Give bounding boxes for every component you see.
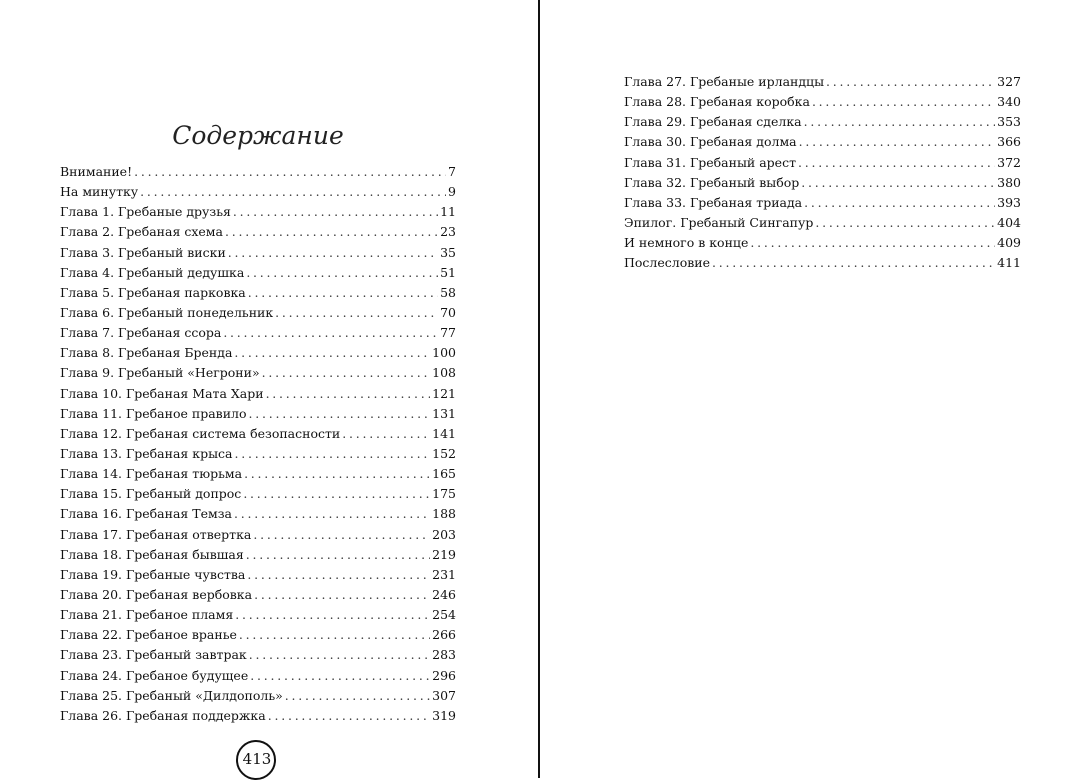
dot-leader [243, 484, 430, 504]
toc-entry-label: Глава 24. Гребаное будущее [60, 667, 249, 683]
dot-leader [246, 545, 430, 565]
toc-entry-label: Глава 8. Гребаная Бренда [60, 345, 233, 361]
toc-entry [60, 444, 456, 464]
toc-entry [624, 153, 1021, 173]
dot-leader [253, 525, 430, 545]
toc-entry-label: Глава 5. Гребаная парковка [60, 284, 246, 300]
toc-entry-label: Глава 19. Гребаные чувства [60, 566, 246, 582]
toc-entry-label: Глава 20. Гребаная вербовка [60, 586, 253, 602]
toc-entry-label: Глава 21. Гребаное пламя [60, 607, 234, 623]
toc-entry-label: Глава 28. Гребаная коробка [624, 94, 810, 110]
toc-entry [60, 585, 456, 605]
dot-leader [235, 444, 431, 464]
toc-entry [624, 213, 1021, 233]
toc-entry [60, 323, 456, 343]
toc-entry-label: На минутку [60, 184, 139, 200]
dot-leader [815, 213, 995, 233]
toc-entry-label: Глава 15. Гребаный допрос [60, 486, 242, 502]
toc-entry [60, 645, 456, 665]
toc-entry-page: 283 [432, 647, 456, 663]
toc-entry-page: 246 [432, 586, 456, 602]
toc-entry-label: Глава 17. Гребаная отвертка [60, 526, 252, 542]
toc-entry [624, 233, 1021, 253]
toc-entry-page: 340 [997, 94, 1021, 110]
toc-entry-label: Внимание! [60, 164, 133, 179]
toc-entry [624, 253, 1021, 273]
toc-entry [60, 605, 456, 625]
toc-entry [624, 112, 1021, 132]
toc-entry-page: 77 [440, 325, 456, 341]
dot-leader [228, 243, 438, 263]
dot-leader [140, 182, 446, 202]
toc-entry-page: 51 [440, 264, 456, 280]
toc-entry-page: 141 [432, 425, 456, 441]
dot-leader [712, 253, 995, 273]
toc-entry [60, 343, 456, 363]
toc-entry [60, 565, 456, 585]
toc-entry-page: 7 [448, 164, 456, 179]
toc-entry-page: 366 [997, 134, 1021, 150]
toc-entry-page: 307 [432, 687, 456, 703]
toc-entry [624, 132, 1021, 152]
toc-entry-page: 266 [432, 627, 456, 643]
dot-leader [250, 666, 430, 686]
toc-entry [60, 484, 456, 504]
dot-leader [804, 193, 995, 213]
toc-entry-page: 411 [997, 255, 1021, 271]
toc-entry-page: 131 [432, 405, 456, 421]
toc-entry [60, 625, 456, 645]
toc-entry [60, 243, 456, 263]
dot-leader [223, 323, 438, 343]
toc-entry-label: Глава 29. Гребаная сделка [624, 114, 802, 130]
dot-leader [268, 706, 430, 726]
toc-entry-page: 393 [997, 194, 1021, 210]
dot-leader [798, 153, 995, 173]
dot-leader [244, 464, 430, 484]
toc-entry [60, 706, 456, 726]
dot-leader [799, 132, 996, 152]
toc-entry-page: 121 [432, 385, 456, 401]
toc-entry-label: Глава 1. Гребаные друзья [60, 204, 231, 220]
right-page [542, 0, 1080, 778]
toc-entry [624, 92, 1021, 112]
toc-entry [60, 424, 456, 444]
toc-entry-page: 231 [432, 566, 456, 582]
dot-leader [750, 233, 995, 253]
toc-entry-label: Глава 31. Гребаный арест [624, 154, 796, 170]
toc-entry-page: 380 [997, 174, 1021, 190]
toc-entry-label: Глава 22. Гребаное вранье [60, 627, 237, 643]
toc-entry-page: 353 [997, 114, 1021, 130]
toc-entry-label: Глава 4. Гребаный дедушка [60, 264, 245, 280]
toc-entry [60, 666, 456, 686]
dot-leader [266, 384, 431, 404]
dot-leader [134, 162, 446, 182]
toc-entry-page: 219 [432, 546, 456, 562]
toc-entry-label: Глава 25. Гребаный «Дилдополь» [60, 687, 283, 703]
toc-entry-page: 152 [432, 445, 456, 461]
page-number: 413 [242, 750, 272, 768]
toc-entry-label: Глава 3. Гребаный виски [60, 244, 226, 260]
toc-entry [60, 525, 456, 545]
toc-entry-page: 23 [440, 224, 456, 240]
toc-entry [60, 504, 456, 524]
toc-entry [60, 404, 456, 424]
toc-entry-label: Глава 23. Гребаный завтрак [60, 647, 247, 663]
toc-entry-page: 175 [432, 486, 456, 502]
toc-entry-page: 319 [432, 707, 456, 723]
toc-entry-page: 409 [997, 235, 1021, 251]
toc-entry [60, 263, 456, 283]
toc-entry-label: Глава 9. Гребаный «Негрони» [60, 365, 260, 381]
toc-entry-label: Глава 10. Гребаная Мата Хари [60, 385, 264, 401]
toc-entry [60, 222, 456, 242]
dot-leader [233, 202, 438, 222]
toc-entry [60, 202, 456, 222]
toc-entry-page: 70 [440, 304, 456, 320]
toc-entry-page: 372 [997, 154, 1021, 170]
toc-entry [624, 173, 1021, 193]
toc-entry-page: 35 [440, 244, 456, 260]
toc-entry-page: 188 [432, 506, 456, 522]
toc-entry-label: Глава 14. Гребаная тюрьма [60, 466, 243, 482]
page-title: Содержание [172, 121, 344, 150]
dot-leader [804, 112, 996, 132]
left-page [0, 0, 538, 778]
dot-leader [254, 585, 430, 605]
dot-leader [234, 504, 430, 524]
toc-entry [624, 72, 1021, 92]
toc-entry-label: Глава 2. Гребаная схема [60, 224, 223, 240]
dot-leader [239, 625, 430, 645]
toc-entry-label: Глава 18. Гребаная бывшая [60, 546, 244, 562]
dot-leader [248, 283, 438, 303]
toc-entry-label: Глава 26. Гребаная поддержка [60, 707, 266, 723]
toc-entry-label: Глава 13. Гребаная крыса [60, 445, 233, 461]
dot-leader [235, 605, 430, 625]
toc-entry [60, 363, 456, 383]
toc-entry [60, 686, 456, 706]
toc-entry-page: 203 [432, 526, 456, 542]
toc-list-right [624, 72, 1021, 273]
toc-entry-label: Глава 33. Гребаная триада [624, 194, 803, 210]
dot-leader [812, 92, 995, 112]
toc-entry-page: 327 [997, 74, 1021, 89]
toc-entry-label: Глава 30. Гребаная долма [624, 134, 797, 150]
toc-entry-page: 254 [432, 607, 456, 623]
dot-leader [247, 565, 430, 585]
toc-entry-page: 165 [432, 466, 456, 482]
toc-entry-label: Глава 7. Гребаная ссора [60, 325, 222, 341]
dot-leader [249, 645, 430, 665]
toc-entry-label: Глава 27. Гребаные ирландцы [624, 74, 825, 89]
toc-list-left [60, 162, 456, 726]
toc-entry-label: Глава 16. Гребаная Темза [60, 506, 233, 522]
dot-leader [249, 404, 431, 424]
toc-entry [60, 303, 456, 323]
toc-entry [60, 283, 456, 303]
toc-entry [60, 162, 456, 182]
page-divider [538, 0, 540, 778]
toc-entry-page: 100 [432, 345, 456, 361]
toc-entry-label: Глава 12. Гребаная система безопасности [60, 425, 341, 441]
toc-entry-page: 58 [440, 284, 456, 300]
toc-entry-page: 9 [448, 184, 456, 200]
dot-leader [801, 173, 995, 193]
dot-leader [275, 303, 438, 323]
toc-entry-label: Глава 11. Гребаное правило [60, 405, 247, 421]
toc-entry-page: 404 [997, 214, 1021, 230]
toc-entry-page: 108 [432, 365, 456, 381]
toc-entry [60, 384, 456, 404]
dot-leader [246, 263, 438, 283]
toc-entry [624, 193, 1021, 213]
toc-entry-page: 296 [432, 667, 456, 683]
dot-leader [342, 424, 430, 444]
dot-leader [285, 686, 430, 706]
dot-leader [234, 343, 430, 363]
dot-leader [225, 222, 438, 242]
toc-entry [60, 464, 456, 484]
toc-entry-label: Эпилог. Гребаный Сингапур [624, 214, 814, 230]
toc-entry-label: Послесловие [624, 255, 710, 271]
toc-entry [60, 545, 456, 565]
dot-leader [262, 363, 431, 383]
toc-entry-label: Глава 32. Гребаный выбор [624, 174, 800, 190]
toc-entry-label: И немного в конце [624, 235, 749, 251]
toc-entry-page: 11 [440, 204, 456, 220]
toc-entry-label: Глава 6. Гребаный понедельник [60, 304, 274, 320]
toc-entry [60, 182, 456, 202]
dot-leader [826, 72, 995, 92]
